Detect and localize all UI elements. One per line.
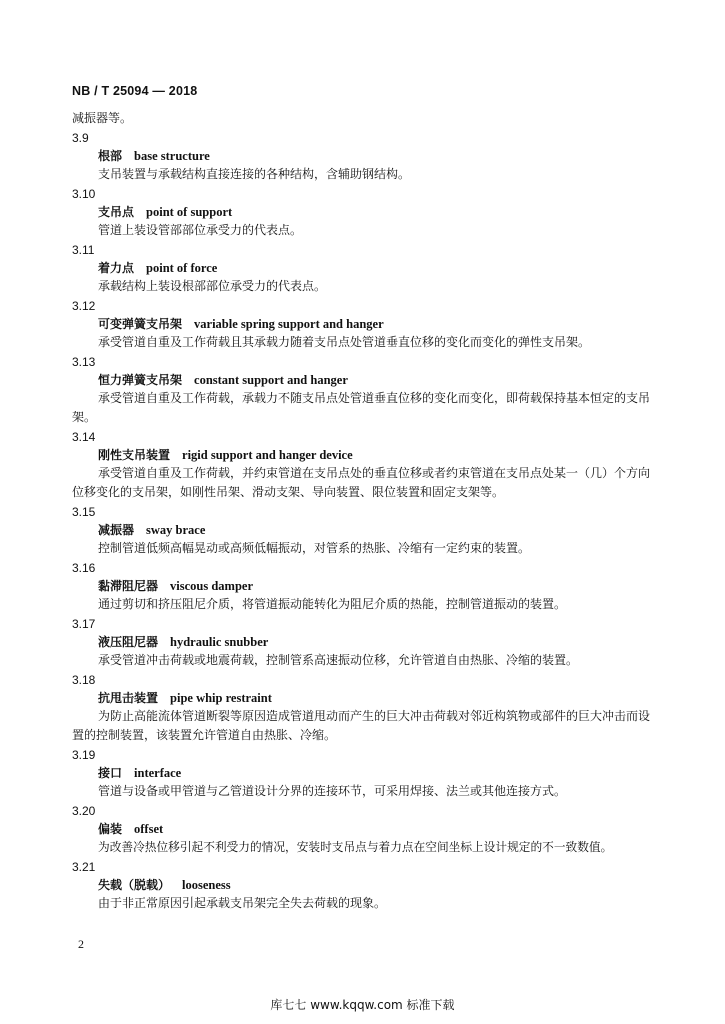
term-number: 3.14: [72, 430, 96, 444]
term-title: [72, 259, 652, 277]
term-number: 3.15: [72, 505, 96, 519]
term-zh: 可变弹簧支吊架: [98, 317, 183, 331]
term-title: [72, 315, 652, 333]
term-definition: 管道上装设管部部位承受力的代表点。: [98, 223, 303, 237]
term-definition: 承受管道自重及工作荷载，并约束管道在支吊点处的垂直位移或者约束管道在支吊点处某一（几）个方向位移变化的支吊架，如刚性吊架、滑动支架、导向装置、限位装置和固定支架等。: [72, 466, 651, 499]
term-title: [72, 689, 652, 707]
term-en: sway brace: [146, 523, 206, 537]
lead-text: 减振器等。: [72, 111, 133, 125]
term-zh: 着力点: [98, 261, 135, 275]
term-title: [72, 820, 652, 838]
term-title: [72, 371, 652, 389]
term-en: point of support: [146, 205, 233, 219]
term-title: [72, 764, 652, 782]
term-definition: 控制管道低频高幅晃动或高频低幅振动，对管系的热胀、冷缩有一定约束的装置。: [98, 541, 531, 555]
term-title: [72, 521, 652, 539]
term-en: variable spring support and hanger: [194, 317, 384, 331]
term-definition: 承受管道自重及工作荷载，承载力不随支吊点处管道垂直位移的变化而变化，即荷载保持基本恒定的支吊架。: [72, 391, 651, 424]
term-definition: 承受管道自重及工作荷载且其承载力随着支吊点处管道垂直位移的变化而变化的弹性支吊架。: [98, 335, 591, 349]
term-3-9: [72, 129, 652, 184]
term-zh: 根部: [98, 149, 123, 163]
term-3-17: [72, 615, 652, 670]
term-zh: 偏装: [98, 822, 123, 836]
term-zh: 失载（脱载）: [98, 878, 171, 892]
term-number: 3.21: [72, 860, 96, 874]
term-en: hydraulic snubber: [170, 635, 269, 649]
term-title: [72, 633, 652, 651]
term-number: 3.9: [72, 131, 89, 145]
term-definition: 为防止高能流体管道断裂等原因造成管道甩动而产生的巨大冲击荷载对邻近构筑物或部件的巨大冲击而设置的控制装置，该装置允许管道自由热胀、冷缩。: [72, 709, 651, 742]
term-3-19: [72, 746, 652, 801]
term-number: 3.17: [72, 617, 96, 631]
term-en: base structure: [134, 149, 210, 163]
term-number: 3.16: [72, 561, 96, 575]
term-definition: 承载结构上装设根部部位承受力的代表点。: [98, 279, 327, 293]
term-zh: 液压阻尼器: [98, 635, 159, 649]
term-number: 3.12: [72, 299, 96, 313]
term-definition: 为改善冷热位移引起不利受力的情况，安装时支吊点与着力点在空间坐标上设计规定的不一致数值。: [98, 840, 613, 854]
term-number: 3.10: [72, 187, 96, 201]
term-3-10: [72, 185, 652, 240]
term-zh: 黏滞阻尼器: [98, 579, 159, 593]
term-3-14: [72, 428, 652, 502]
term-definition: 支吊装置与承载结构直接连接的各种结构，含辅助钢结构。: [98, 167, 411, 181]
term-number: 3.18: [72, 673, 96, 687]
term-number: 3.11: [72, 243, 95, 257]
term-zh: 抗甩击装置: [98, 691, 159, 705]
term-3-13: [72, 353, 652, 427]
term-3-18: [72, 671, 652, 745]
term-number: 3.19: [72, 748, 96, 762]
term-en: pipe whip restraint: [170, 691, 272, 705]
term-3-21: [72, 858, 652, 913]
term-number: 3.13: [72, 355, 96, 369]
term-3-12: [72, 297, 652, 352]
term-en: interface: [134, 766, 182, 780]
term-zh: 刚性支吊装置: [98, 448, 171, 462]
term-en: viscous damper: [170, 579, 254, 593]
term-zh: 支吊点: [98, 205, 135, 219]
term-definition: 通过剪切和挤压阻尼介质，将管道振动能转化为阻尼介质的热能，控制管道振动的装置。: [98, 597, 567, 611]
term-en: offset: [134, 822, 164, 836]
document-header: NB / T 25094 — 2018: [72, 84, 198, 98]
page-number: 2: [78, 937, 84, 951]
term-definition: 管道与设备或甲管道与乙管道设计分界的连接环节，可采用焊接、法兰或其他连接方式。: [98, 784, 567, 798]
term-en: point of force: [146, 261, 218, 275]
watermark-footer: 库七七 www.kqqw.com 标准下载: [270, 998, 455, 1012]
term-title: [72, 876, 652, 894]
term-definition: 由于非正常原因引起承载支吊架完全失去荷载的现象。: [98, 896, 387, 910]
terms-list: [72, 129, 652, 914]
term-en: looseness: [182, 878, 231, 892]
term-number: 3.20: [72, 804, 96, 818]
term-title: [72, 147, 652, 165]
term-title: [72, 446, 652, 464]
term-en: constant support and hanger: [194, 373, 348, 387]
term-zh: 减振器: [98, 523, 135, 537]
term-3-16: [72, 559, 652, 614]
term-zh: 恒力弹簧支吊架: [98, 373, 183, 387]
term-title: [72, 577, 652, 595]
term-3-11: [72, 241, 652, 296]
term-title: [72, 203, 652, 221]
term-3-15: [72, 503, 652, 558]
term-zh: 接口: [98, 766, 123, 780]
term-definition: 承受管道冲击荷载或地震荷载，控制管系高速振动位移，允许管道自由热胀、冷缩的装置。: [98, 653, 579, 667]
term-3-20: [72, 802, 652, 857]
term-en: rigid support and hanger device: [182, 448, 353, 462]
